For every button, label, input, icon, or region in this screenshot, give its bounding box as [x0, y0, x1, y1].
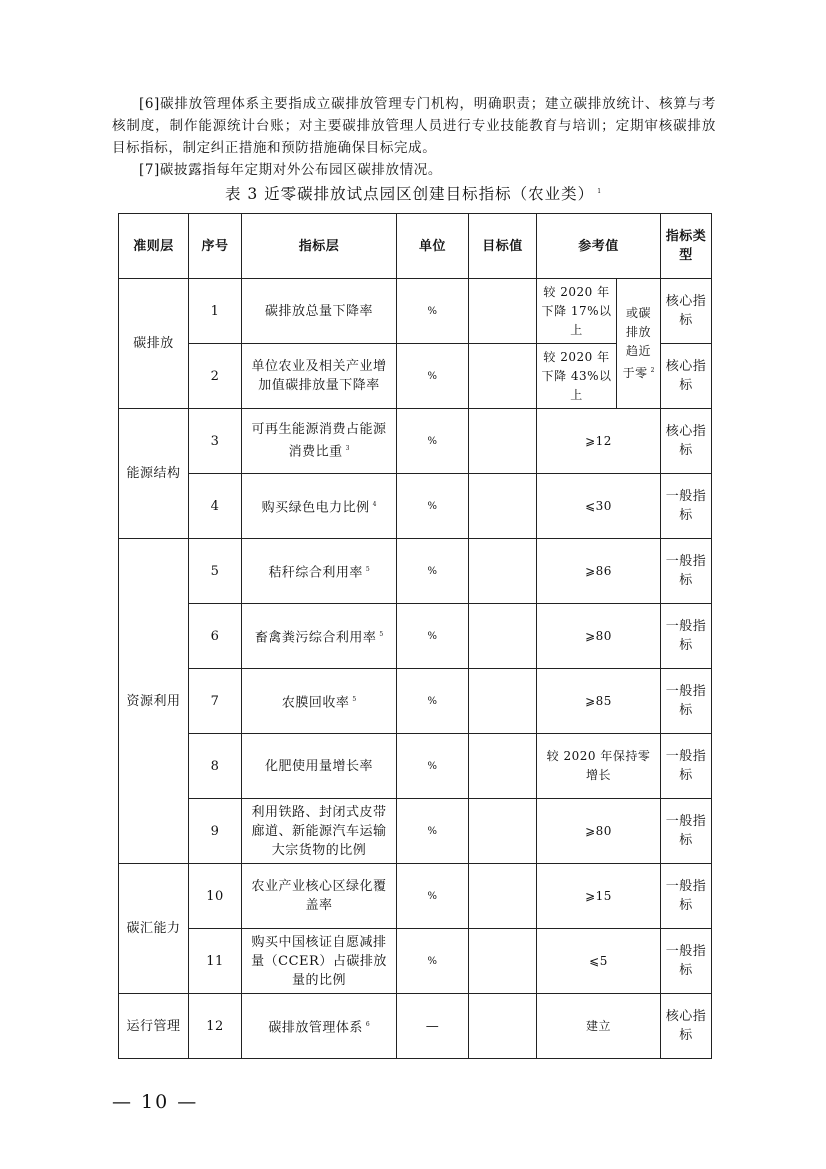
row-no: 4 [189, 474, 242, 539]
row-no: 10 [189, 864, 242, 929]
indicator-text: 可再生能源消费占能源消费比重 [251, 422, 387, 460]
table-row [119, 734, 712, 799]
indicator-footnote-mark: 3 [345, 445, 350, 453]
group-cell: 碳排放 [119, 279, 189, 409]
row-target [469, 409, 537, 474]
row-indicator [242, 474, 397, 539]
row-type: 核心指标 [661, 994, 712, 1059]
page-number: — 10 — [112, 1091, 199, 1113]
indicator-footnote-mark: 4 [372, 500, 377, 508]
row-indicator [242, 539, 397, 604]
row-unit: % [397, 539, 469, 604]
row-indicator [242, 929, 397, 994]
row-no: 6 [189, 604, 242, 669]
group-cell: 能源结构 [119, 409, 189, 539]
indicator-footnote-mark: 5 [365, 565, 370, 573]
row-type: 一般指标 [661, 604, 712, 669]
row-no: 12 [189, 994, 242, 1059]
row-type: 核心指标 [661, 344, 712, 409]
indicator-footnote-mark: 5 [379, 630, 384, 638]
row-target [469, 279, 537, 344]
row-type: 核心指标 [661, 409, 712, 474]
row-no: 11 [189, 929, 242, 994]
indicator-text: 碳排放总量下降率 [264, 303, 373, 319]
row-reference: 较 2020 年保持零增长 [537, 734, 661, 799]
row-type: 一般指标 [661, 474, 712, 539]
row-reference: 建立 [537, 994, 661, 1059]
row-target [469, 669, 537, 734]
group-cell: 运行管理 [119, 994, 189, 1059]
row-unit: % [397, 409, 469, 474]
row-type: 一般指标 [661, 929, 712, 994]
row-indicator [242, 344, 397, 409]
row-unit: % [397, 799, 469, 864]
footnote-6-text: [6]碳排放管理体系主要指成立碳排放管理专门机构，明确职责；建立碳排放统计、核算与考核制度，制作能源统计台账；对主要碳排放管理人员进行专业技能教育与培训；定期审核碳排放目标指标，制定纠正措施和预防措施确保目标完成。 [112, 96, 716, 156]
group-cell: 碳汇能力 [119, 864, 189, 994]
row-no: 8 [189, 734, 242, 799]
row-reference: ⩽5 [537, 929, 661, 994]
table-header-row [119, 214, 712, 279]
row-indicator [242, 864, 397, 929]
row-unit: % [397, 474, 469, 539]
row-indicator [242, 409, 397, 474]
row-type: 一般指标 [661, 669, 712, 734]
header-target: 目标值 [469, 214, 537, 279]
row-reference: ⩾85 [537, 669, 661, 734]
table-row [119, 864, 712, 929]
row-indicator [242, 994, 397, 1059]
row-target [469, 344, 537, 409]
row-reference: ⩾80 [537, 799, 661, 864]
row-unit: % [397, 669, 469, 734]
table-row [119, 669, 712, 734]
indicator-text: 农业产业核心区绿化覆盖率 [251, 879, 387, 913]
header-unit: 单位 [397, 214, 469, 279]
row-no: 2 [189, 344, 242, 409]
row-type: 一般指标 [661, 864, 712, 929]
indicator-text: 秸秆综合利用率 [268, 565, 363, 581]
row-reference: ⩽30 [537, 474, 661, 539]
indicator-text: 化肥使用量增长率 [264, 758, 373, 774]
row-target [469, 994, 537, 1059]
row-no: 7 [189, 669, 242, 734]
row-unit: % [397, 604, 469, 669]
table-row [119, 929, 712, 994]
row-indicator [242, 604, 397, 669]
header-criterion: 准则层 [119, 214, 189, 279]
row-unit: — [397, 994, 469, 1059]
table-row [119, 409, 712, 474]
indicator-text: 碳排放管理体系 [268, 1020, 363, 1036]
row-no: 1 [189, 279, 242, 344]
row-reference: ⩾15 [537, 864, 661, 929]
indicator-footnote-mark: 6 [365, 1020, 370, 1028]
row-unit: % [397, 734, 469, 799]
row-target [469, 474, 537, 539]
footnote-7-text: [7]碳披露指每年定期对外公布园区碳排放情况。 [139, 162, 442, 178]
row-target [469, 604, 537, 669]
row-no: 5 [189, 539, 242, 604]
header-type: 指标类型 [661, 214, 712, 279]
row-target [469, 734, 537, 799]
row-no: 3 [189, 409, 242, 474]
table-row [119, 474, 712, 539]
row-type: 一般指标 [661, 539, 712, 604]
row-indicator [242, 279, 397, 344]
row-type: 核心指标 [661, 279, 712, 344]
table-caption-footnote-mark: 1 [597, 187, 602, 195]
row-indicator [242, 799, 397, 864]
indicator-text: 购买中国核证自愿减排量（CCER）占碳排放量的比例 [251, 934, 387, 988]
table-row [119, 279, 712, 344]
row-target [469, 799, 537, 864]
row-target [469, 929, 537, 994]
alt-reference-footnote-mark: 2 [650, 367, 655, 374]
row-no: 9 [189, 799, 242, 864]
row-reference: ⩾12 [537, 409, 661, 474]
header-indicator: 指标层 [242, 214, 397, 279]
row-reference: 较 2020 年下降 17%以上 [537, 279, 617, 344]
row-reference: ⩾86 [537, 539, 661, 604]
indicator-text: 利用铁路、封闭式皮带廊道、新能源汽车运输大宗货物的比例 [251, 804, 387, 858]
table-row [119, 539, 712, 604]
header-no: 序号 [189, 214, 242, 279]
row-type: 一般指标 [661, 734, 712, 799]
row-reference: ⩾80 [537, 604, 661, 669]
table-row [119, 994, 712, 1059]
row-reference: 较 2020 年下降 43%以上 [537, 344, 617, 409]
row-indicator [242, 734, 397, 799]
row-target [469, 864, 537, 929]
table-row [119, 799, 712, 864]
indicator-text: 畜禽粪污综合利用率 [254, 630, 377, 646]
table-caption [0, 182, 826, 204]
alt-reference-text: 或碳排放趋近于零 [622, 306, 652, 380]
header-reference: 参考值 [537, 214, 661, 279]
indicator-text: 购买绿色电力比例 [261, 500, 370, 516]
row-target [469, 539, 537, 604]
table-caption-text: 表 3 近零碳排放试点园区创建目标指标（农业类） [224, 185, 595, 203]
indicator-text: 农膜回收率 [281, 695, 350, 711]
indicator-footnote-mark: 5 [352, 695, 357, 703]
alt-reference-cell [617, 279, 661, 409]
row-type: 一般指标 [661, 799, 712, 864]
indicator-text: 单位农业及相关产业增加值碳排放量下降率 [251, 359, 387, 393]
table-row [119, 604, 712, 669]
row-unit: % [397, 344, 469, 409]
row-indicator [242, 669, 397, 734]
row-unit: % [397, 864, 469, 929]
group-cell: 资源利用 [119, 539, 189, 864]
row-unit: % [397, 279, 469, 344]
targets-table [118, 213, 712, 1059]
row-unit: % [397, 929, 469, 994]
